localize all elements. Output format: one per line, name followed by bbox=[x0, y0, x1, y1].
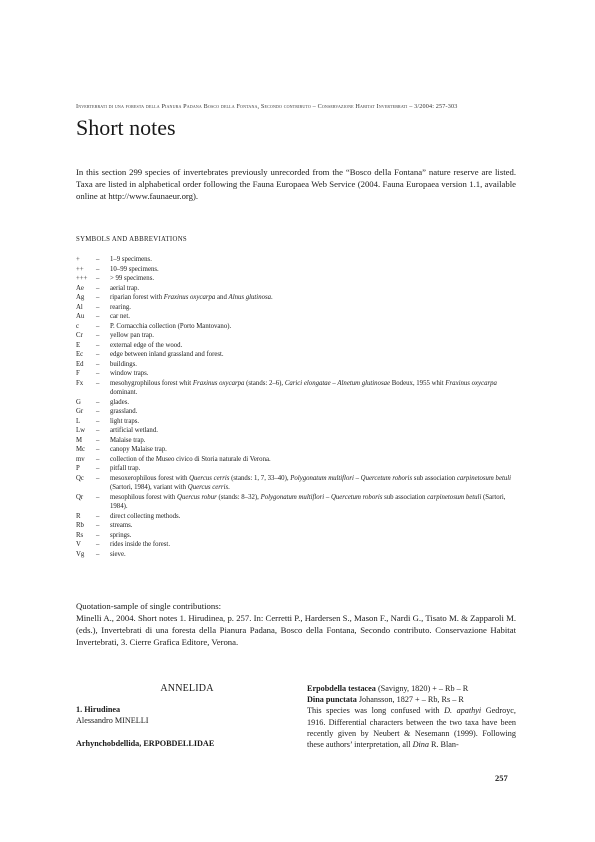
abbreviation-dash: – bbox=[96, 313, 100, 320]
species-detail: (Savigny, 1820) + – Rb – R bbox=[375, 684, 469, 693]
abbreviation-meaning: rides inside the forest. bbox=[110, 541, 171, 548]
abbreviation-meaning: yellow pan trap. bbox=[110, 332, 154, 339]
abbreviation-symbol: Rs bbox=[76, 531, 84, 539]
abbreviation-row bbox=[76, 493, 516, 512]
abbreviation-meaning: collection of the Museo civico di Storia naturale di Verona. bbox=[110, 455, 271, 463]
abbreviation-symbol: M bbox=[76, 436, 83, 444]
abbreviation-meaning: rearing. bbox=[110, 303, 131, 311]
abbreviation-dash: – bbox=[96, 370, 100, 377]
abbreviation-row bbox=[76, 360, 516, 370]
abbreviation-symbol: Vg bbox=[76, 550, 85, 558]
abbreviation-symbol: Ae bbox=[76, 284, 84, 292]
abbreviation-row bbox=[76, 436, 516, 446]
abbreviation-symbol: Qr bbox=[76, 493, 84, 501]
abbreviation-dash: – bbox=[96, 351, 100, 358]
abbreviation-dash: – bbox=[96, 474, 100, 482]
abbreviation-dash: – bbox=[96, 256, 100, 263]
abbreviation-dash: – bbox=[96, 531, 100, 539]
right-column bbox=[307, 683, 516, 750]
abbreviation-row bbox=[76, 331, 516, 341]
abbreviation-dash: – bbox=[96, 408, 100, 415]
abbreviation-meaning: grassland. bbox=[110, 408, 138, 415]
species-name: Erpobdella testacea bbox=[307, 684, 376, 693]
abbreviation-meaning: riparian forest with Fraxinus oxycarpa and Alnus glutinosa. bbox=[110, 294, 273, 301]
abbreviation-row bbox=[76, 531, 516, 541]
abbreviation-row bbox=[76, 350, 516, 360]
abbreviation-row bbox=[76, 398, 516, 408]
abbreviation-symbol: E bbox=[76, 341, 81, 349]
abbreviation-dash: – bbox=[96, 322, 100, 330]
abbreviation-row bbox=[76, 265, 516, 275]
abbreviation-dash: – bbox=[96, 417, 100, 425]
abbreviation-dash: – bbox=[96, 265, 100, 273]
species-detail: Johansson, 1827 + – Rb, Rs – R bbox=[356, 695, 464, 705]
abbreviation-symbol: ++ bbox=[76, 265, 84, 273]
abbreviations-list bbox=[76, 255, 516, 559]
abbreviation-dash: – bbox=[96, 493, 100, 501]
abbreviation-meaning: external edge of the wood. bbox=[110, 341, 183, 349]
page-title: Short notes bbox=[76, 115, 176, 140]
abbreviation-meaning: pitfall trap. bbox=[110, 465, 141, 472]
abbreviation-dash: – bbox=[96, 360, 100, 368]
abbreviation-row bbox=[76, 341, 516, 351]
abbreviation-meaning: buildings. bbox=[110, 360, 138, 368]
symbols-heading: SYMBOLS AND ABBREVIATIONS bbox=[76, 236, 187, 243]
abbreviation-symbol: P bbox=[76, 465, 80, 472]
abbreviation-symbol: mv bbox=[76, 455, 85, 463]
species-entry bbox=[307, 683, 516, 694]
abbreviation-symbol: Ec bbox=[76, 351, 84, 358]
abbreviation-symbol: F bbox=[76, 370, 80, 377]
abbreviation-meaning: 1–9 specimens. bbox=[110, 256, 152, 263]
abbreviation-symbol: Qc bbox=[76, 474, 84, 482]
abbreviation-dash: – bbox=[96, 541, 100, 548]
abbreviation-symbol: + bbox=[76, 256, 80, 263]
abbreviation-row bbox=[76, 255, 516, 265]
abbreviation-meaning: 10–99 specimens. bbox=[110, 265, 159, 273]
abbreviation-meaning: mesophilous forest with Quercus robur (stands: 8–32), Polygonatum multiflori – Quercetum roboris sub association carpinetosum betuli (Sartori, 1984). bbox=[110, 493, 506, 510]
abbreviation-row bbox=[76, 407, 516, 417]
subsection-title: 1. Hirudinea bbox=[76, 705, 121, 715]
abbreviation-dash: – bbox=[96, 455, 100, 463]
running-head: Invertebrati di una foresta della Pianura Padana Bosco della Fontana, Secondo contributo – Conservazione Habitat Invertebrati – 3/2004: 257-303 bbox=[76, 103, 458, 110]
abbreviation-symbol: Al bbox=[76, 303, 83, 311]
abbreviation-row bbox=[76, 512, 516, 522]
page-number: 257 bbox=[495, 773, 508, 783]
abbreviation-row bbox=[76, 322, 516, 332]
abbreviation-dash: – bbox=[96, 379, 100, 387]
abbreviation-symbol: Fx bbox=[76, 379, 84, 387]
abbreviation-meaning: direct collecting methods. bbox=[110, 512, 181, 520]
abbreviation-row bbox=[76, 312, 516, 322]
abbreviation-symbol: Mc bbox=[76, 446, 86, 453]
abbreviation-dash: – bbox=[96, 284, 100, 292]
abbreviation-meaning: > 99 specimens. bbox=[110, 275, 155, 282]
abbreviation-symbol: Ag bbox=[76, 294, 85, 301]
abbreviation-row bbox=[76, 474, 516, 493]
quotation-text: Minelli A., 2004. Short notes 1. Hirudinea, p. 257. In: Cerretti P., Hardersen S., Mason F., Nardi G., Tisato M. & Zapparoli M. (eds.), Invertebrati di una foresta della Pianura Padana, Bosco della Fontana, Secondo contributo. Conservazione Habitat Invertebrati, 3. Cierre Grafica Editore, Verona. bbox=[76, 613, 516, 647]
abbreviation-meaning: glades. bbox=[110, 398, 130, 406]
abbreviation-row bbox=[76, 379, 516, 398]
abbreviation-symbol: c bbox=[76, 322, 80, 330]
abbreviation-dash: – bbox=[96, 465, 100, 472]
abbreviation-row bbox=[76, 369, 516, 379]
abbreviation-symbol: Ed bbox=[76, 360, 84, 368]
abbreviation-row bbox=[76, 464, 516, 474]
abbreviation-symbol: L bbox=[76, 417, 81, 425]
abbreviation-meaning: car net. bbox=[110, 313, 130, 320]
abbreviation-symbol: Rb bbox=[76, 522, 84, 529]
abbreviation-meaning: light traps. bbox=[110, 417, 140, 425]
abbreviation-dash: – bbox=[96, 341, 100, 349]
abbreviation-meaning: mesoxerophilous forest with Quercus cerris (stands: 1, 7, 33–40), Polygonatum multiflori – Quercetum roboris sub association carpinetosum betuli (Sartori, 1984), variant with Quercus cerris. bbox=[110, 474, 512, 491]
abbreviation-dash: – bbox=[96, 436, 100, 444]
author-name: Alessandro MINELLI bbox=[76, 716, 149, 726]
abbreviation-symbol: R bbox=[76, 512, 81, 520]
abbreviation-dash: – bbox=[96, 275, 100, 282]
abbreviation-dash: – bbox=[96, 398, 100, 406]
abbreviation-symbol: +++ bbox=[76, 275, 88, 282]
abbreviation-dash: – bbox=[96, 294, 100, 301]
abbreviation-row bbox=[76, 550, 516, 560]
abbreviation-row bbox=[76, 274, 516, 284]
abbreviation-dash: – bbox=[96, 446, 100, 453]
abbreviation-dash: – bbox=[96, 427, 100, 434]
abbreviation-meaning: edge between inland grassland and forest. bbox=[110, 351, 224, 358]
abbreviation-meaning: artificial wetland. bbox=[110, 427, 158, 434]
abbreviation-row bbox=[76, 293, 516, 303]
abbreviation-meaning: Malaise trap. bbox=[110, 436, 146, 444]
abbreviation-row bbox=[76, 540, 516, 550]
abbreviation-row bbox=[76, 455, 516, 465]
abbreviation-meaning: sieve. bbox=[110, 550, 126, 558]
abbreviation-meaning: streams. bbox=[110, 522, 133, 529]
abbreviation-meaning: canopy Malaise trap. bbox=[110, 446, 167, 453]
abbreviation-symbol: V bbox=[76, 541, 81, 548]
quotation-block bbox=[76, 600, 516, 648]
abbreviation-meaning: springs. bbox=[110, 531, 132, 539]
species-entry bbox=[307, 694, 516, 705]
abbreviation-meaning: window traps. bbox=[110, 370, 149, 377]
abbreviation-row bbox=[76, 284, 516, 294]
abbreviation-dash: – bbox=[96, 303, 100, 311]
abbreviation-dash: – bbox=[96, 332, 100, 339]
abbreviation-dash: – bbox=[96, 522, 100, 529]
abbreviation-meaning: mesohygrophilous forest whit Fraxinus oxycarpa (stands: 2–6), Carici elongatae – Alnetum glutinosae Bodeux, 1955 whit Fraxinus oxycarpa dominant. bbox=[110, 379, 497, 396]
abbreviation-row bbox=[76, 303, 516, 313]
abbreviation-symbol: Gr bbox=[76, 408, 84, 415]
abbreviation-symbol: G bbox=[76, 398, 81, 406]
abbreviation-dash: – bbox=[96, 550, 100, 558]
abbreviation-row bbox=[76, 417, 516, 427]
abbreviation-symbol: Lw bbox=[76, 427, 86, 434]
family-heading: Arhynchobdellida, ERPOBDELLIDAE bbox=[76, 738, 215, 748]
abbreviation-row bbox=[76, 521, 516, 531]
abbreviation-symbol: Cr bbox=[76, 332, 83, 339]
abbreviation-dash: – bbox=[96, 512, 100, 520]
abbreviation-row bbox=[76, 426, 516, 436]
species-note: This species was long confused with D. apathyi Gedroyc, 1916. Differential characters between the two taxa have been recently given by Neubert & Nesemann (1999). Following these authors’ interpretation, all Dina R. Blan- bbox=[307, 706, 516, 750]
intro-paragraph: In this section 299 species of invertebrates previously unrecorded from the “Bosco della Fontana” nature reserve are listed. Taxa are listed in alphabetical order following the Fauna Europaea Web Service (2004. Fauna Europaea version 1.1, available online at http://www.faunaeur.org). bbox=[76, 167, 516, 201]
species-name: Dina punctata bbox=[307, 695, 357, 705]
section-title: ANNELIDA bbox=[160, 683, 214, 694]
left-column bbox=[76, 683, 288, 749]
abbreviation-symbol: Au bbox=[76, 313, 85, 320]
abbreviation-row bbox=[76, 445, 516, 455]
abbreviation-meaning: P. Cornacchia collection (Porto Mantovano). bbox=[110, 322, 232, 330]
quotation-label: Quotation-sample of single contributions: bbox=[76, 601, 222, 611]
abbreviation-meaning: aerial trap. bbox=[110, 284, 140, 292]
